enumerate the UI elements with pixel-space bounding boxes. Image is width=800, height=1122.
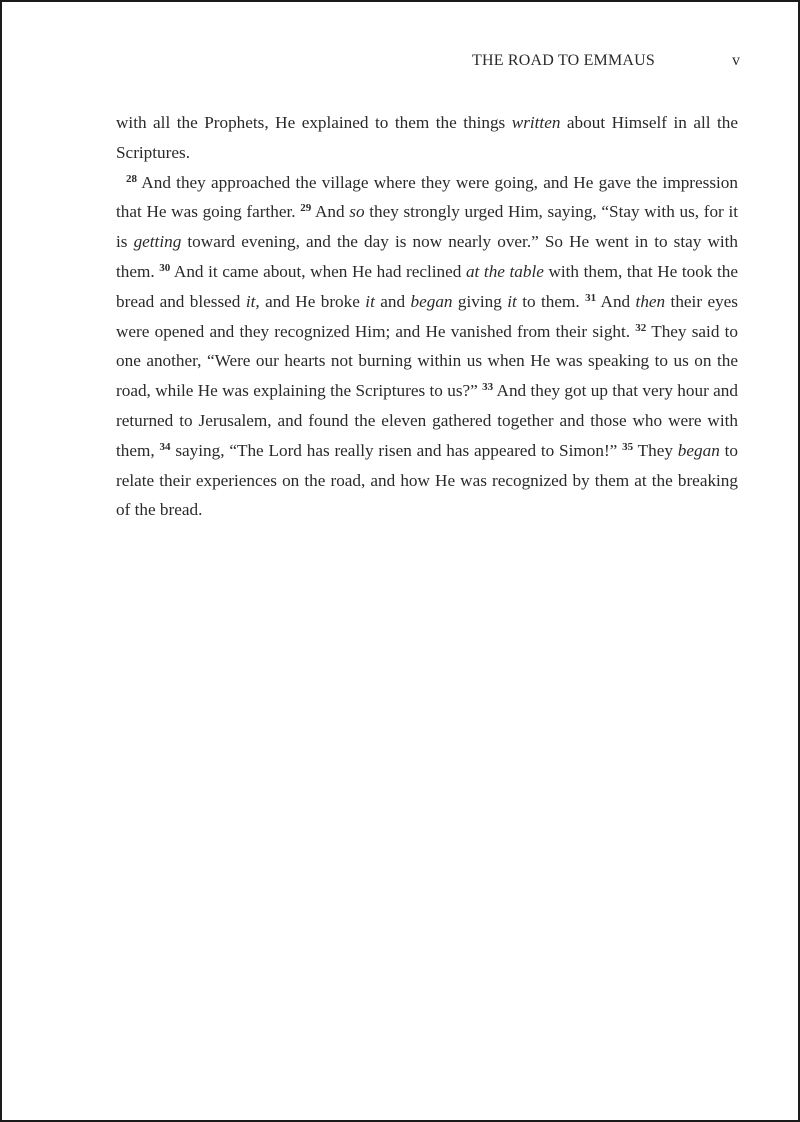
verse-text-30: and [374, 291, 411, 311]
verse-text-31: And [596, 291, 636, 311]
italic-run: then [635, 291, 666, 311]
verse-number-28: 28 [126, 172, 137, 185]
italic-run: began [677, 440, 720, 460]
verse-text-35: to relate their experiences on the road, and how He was recognized by them at the breaking of the bread. [116, 440, 738, 520]
italic-run: at the table [465, 261, 544, 281]
verse-text-29: toward evening, and the day is now nearly over.” So He went in to stay with them. [116, 232, 738, 281]
verse-text-29: they strongly urged Him, saying, “Stay with us, for it is [116, 202, 738, 252]
verse-number-31: 31 [585, 291, 597, 304]
italic-run: it [507, 291, 517, 311]
italic-run: so [349, 202, 365, 222]
verse-text-34: saying, “The Lord has really risen and has appeared to Simon!” [170, 440, 623, 460]
verse-text-35: They [633, 440, 678, 460]
verse-text-31: their eyes were opened and they recognized Him; and He vanished from their sight. [116, 291, 738, 341]
verse-text-32: They said to one another, “Were our hearts not burning within us when He was speaking to us on the road, while He was explaining the Scriptures to us?” [116, 321, 738, 401]
paragraph-continuation [116, 108, 738, 168]
verse-number-30: 30 [159, 261, 171, 274]
page-number: v [732, 52, 741, 69]
verse-text-30: to them. [516, 291, 586, 311]
verse-text-33: And they got up that very hour and returned to Jerusalem, and found the eleven gathered together and those who were with them, [116, 381, 738, 460]
verse-text-29: And [311, 202, 350, 222]
text-run: with all the Prophets, He explained to them the things [116, 113, 512, 132]
verse-text-30: and He broke [259, 291, 366, 311]
italic-run: written [511, 113, 561, 132]
verse-number-33: 33 [482, 381, 494, 394]
verse-number-32: 32 [635, 321, 647, 334]
italic-run: began [410, 291, 453, 311]
text-run: about Himself in all the Scriptures. [116, 113, 739, 162]
verse-text-30: giving [452, 291, 508, 311]
verse-number-35: 35 [622, 440, 634, 453]
italic-run: it, [245, 291, 260, 311]
verse-text-30: with them, that He took the bread and blessed [116, 261, 739, 311]
passage-body [116, 108, 738, 525]
verse-number-29: 29 [300, 202, 312, 215]
verse-text-28: And they approached the village where they were going, and He gave the impression that He was going farther. [116, 172, 738, 222]
italic-run: it [365, 291, 375, 311]
running-title: THE ROAD TO EMMAUS [472, 52, 656, 69]
verse-text-30: And it came about, when He had reclined [170, 261, 466, 281]
italic-run: getting [133, 232, 182, 252]
paragraph-verses-28-35 [116, 168, 738, 526]
verse-number-34: 34 [159, 440, 171, 453]
